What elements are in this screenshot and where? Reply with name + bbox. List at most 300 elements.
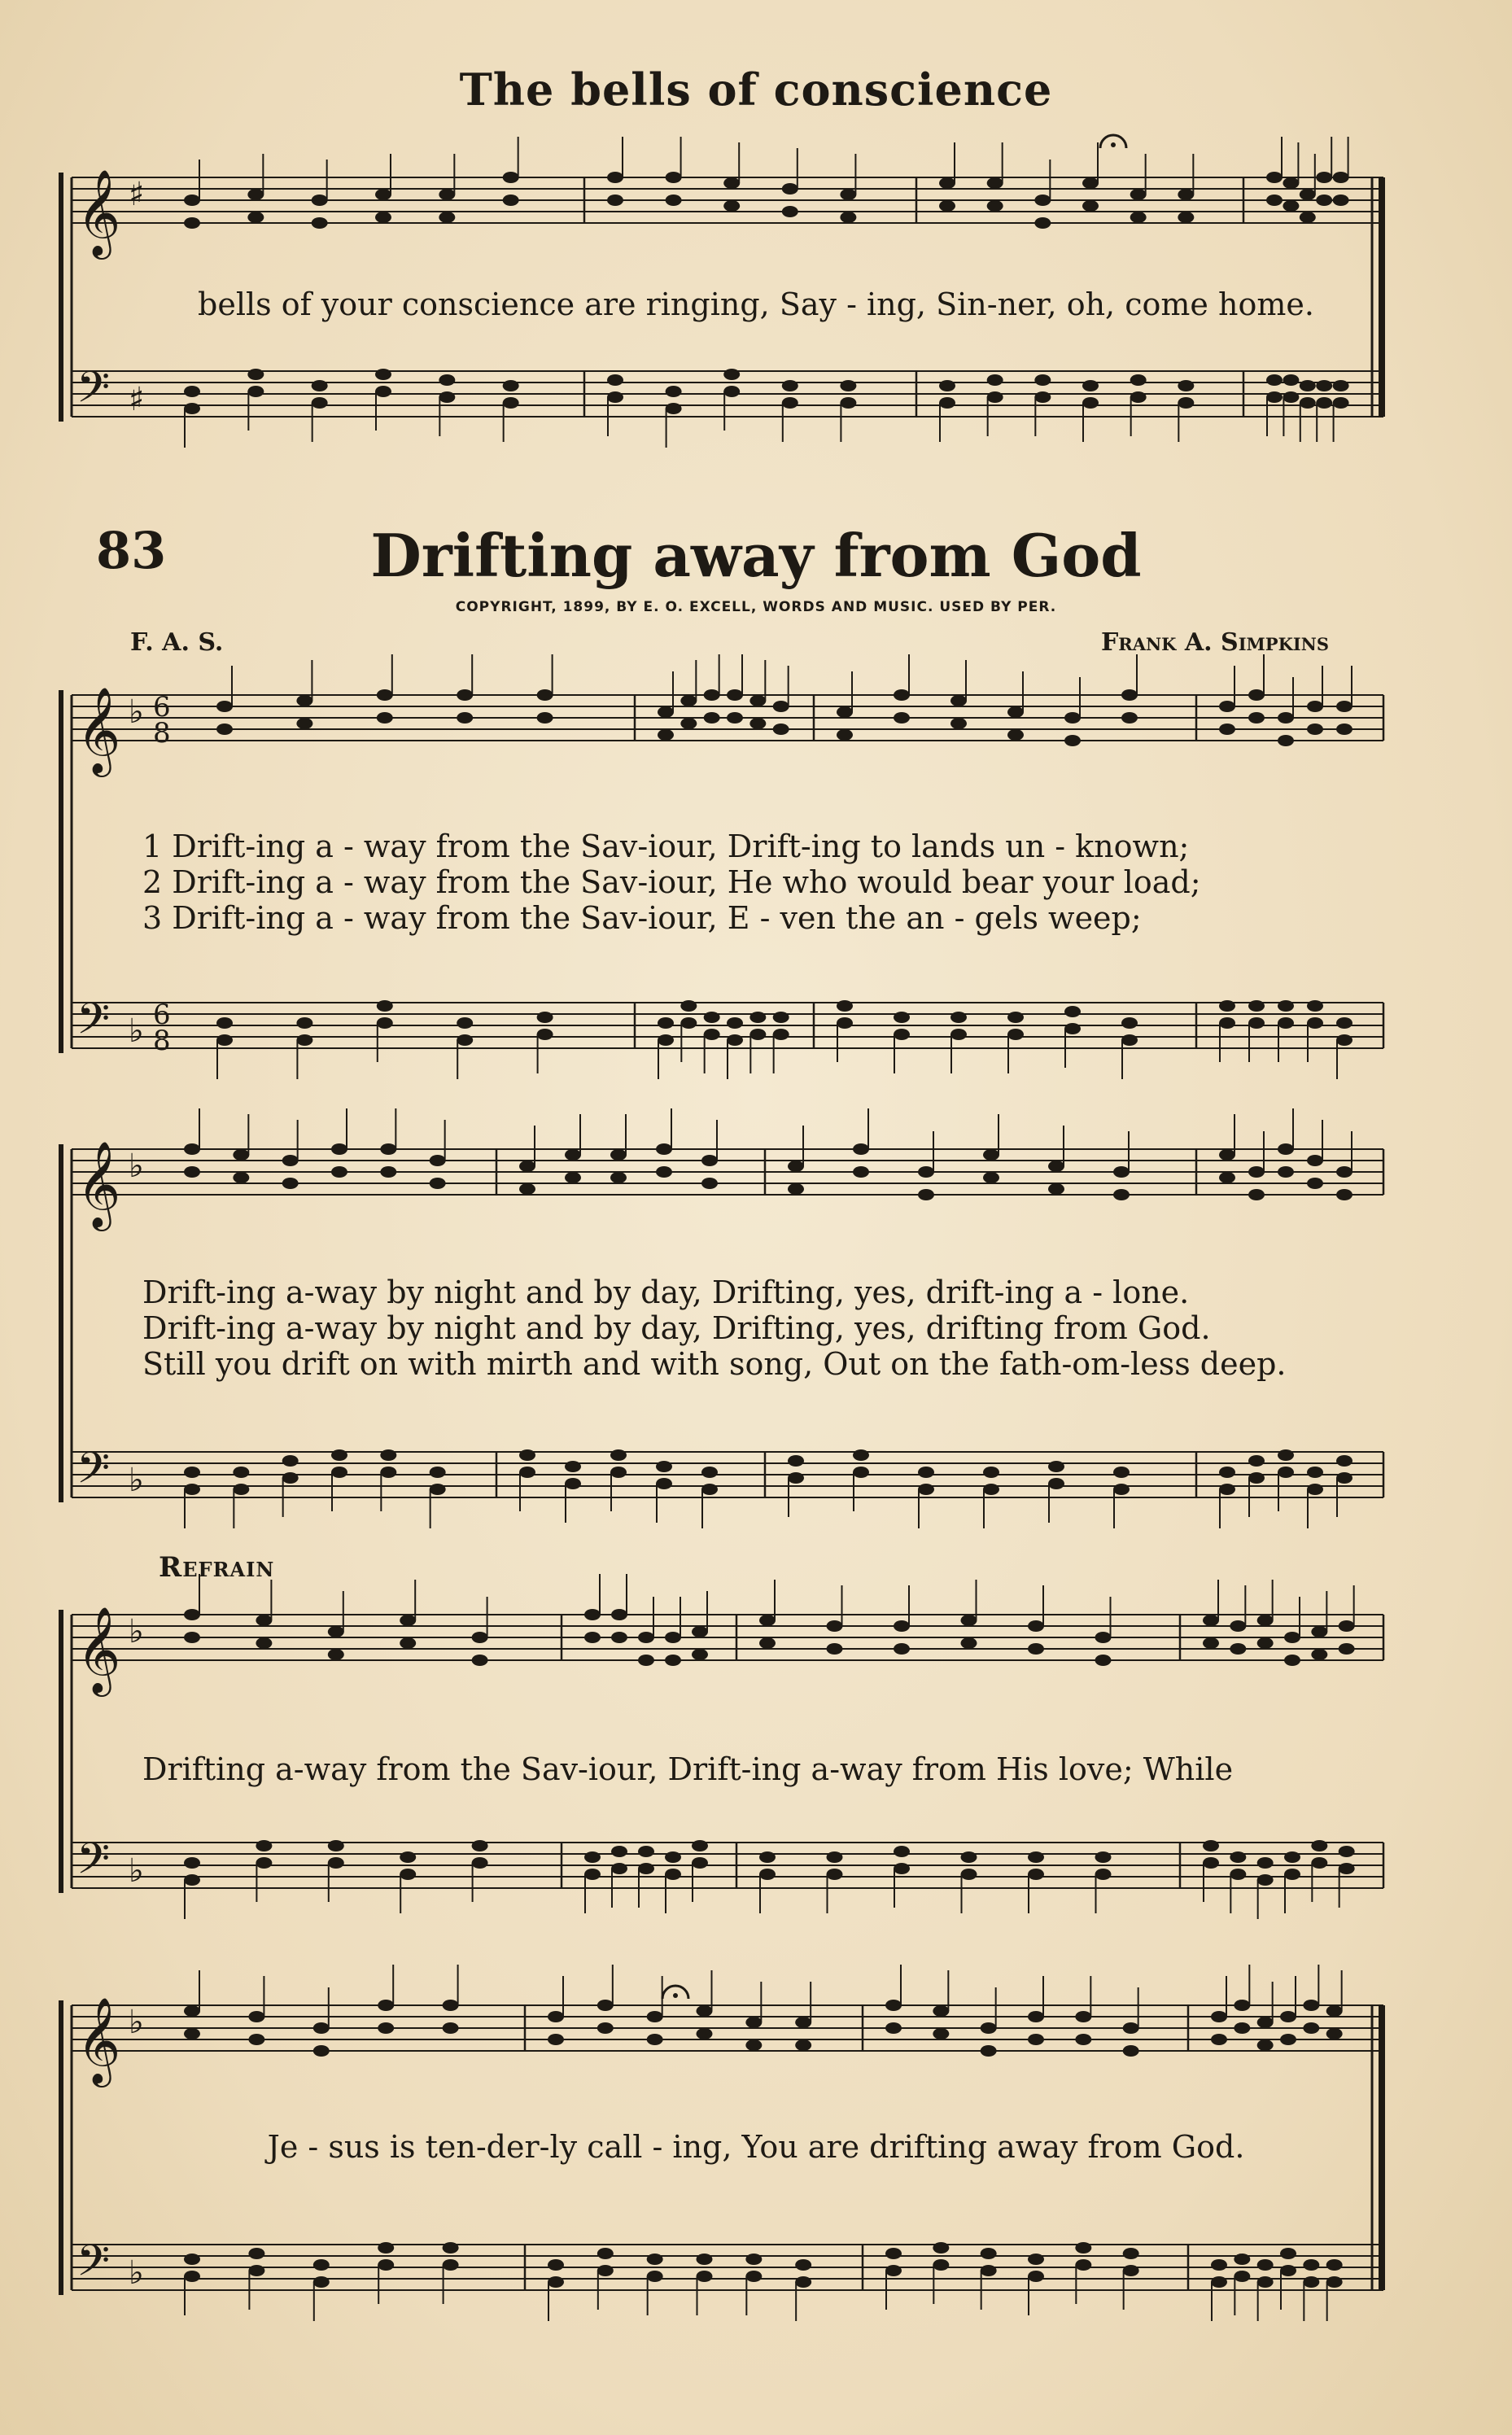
notehead	[1284, 1851, 1300, 1863]
notehead	[987, 200, 1003, 212]
notehead	[759, 1637, 776, 1649]
verse-2-line-1: 2 Drift-ing a - way from the Sav-iour, He who would bear your load;	[142, 864, 1201, 900]
notehead	[788, 1455, 804, 1467]
notehead	[656, 1166, 672, 1178]
notehead	[1278, 1000, 1294, 1012]
notehead	[665, 1632, 681, 1643]
notehead	[665, 1655, 681, 1666]
previous-hymn-lyric-line: bells of your conscience are ringing, Say - ing, Sin-ner, oh, come home.	[198, 286, 1314, 322]
notehead	[184, 217, 200, 229]
notehead	[782, 206, 798, 217]
notehead	[597, 2022, 614, 2034]
notehead	[184, 2005, 200, 2017]
notehead	[983, 1149, 999, 1161]
notehead	[519, 1161, 535, 1172]
fermata-icon	[1111, 142, 1116, 147]
notehead	[1082, 380, 1099, 391]
notehead	[1113, 1166, 1130, 1178]
notehead	[430, 1178, 446, 1189]
notehead	[1311, 1857, 1327, 1869]
notehead	[503, 397, 519, 409]
notehead	[840, 397, 856, 409]
notehead	[638, 1863, 654, 1874]
notehead	[1316, 172, 1332, 183]
bass-clef-icon: 𝄢	[76, 363, 111, 423]
notehead	[439, 391, 455, 403]
notehead	[918, 1484, 934, 1495]
notehead	[795, 2039, 811, 2051]
notehead	[961, 1869, 977, 1880]
notehead	[1316, 380, 1332, 391]
notehead	[430, 1467, 446, 1478]
notehead	[745, 2017, 762, 2028]
notehead	[697, 2005, 713, 2017]
notehead	[1219, 1172, 1235, 1183]
notehead	[827, 1851, 843, 1863]
notehead	[457, 1017, 473, 1029]
notehead	[1178, 189, 1194, 200]
notehead	[380, 1166, 396, 1178]
notehead	[1028, 2011, 1044, 2022]
notehead	[1248, 1189, 1265, 1200]
notehead	[638, 1846, 654, 1857]
treble-clef-icon: 𝄞	[76, 1996, 121, 2083]
notehead	[1266, 195, 1283, 206]
notehead	[1280, 2011, 1296, 2022]
notehead	[248, 2034, 264, 2045]
notehead	[697, 2254, 713, 2265]
notehead	[439, 212, 455, 223]
key-signature-icon: ♯	[129, 176, 145, 213]
notehead	[312, 397, 328, 409]
notehead	[1234, 2271, 1250, 2282]
notehead	[216, 1017, 233, 1029]
notehead	[1230, 1620, 1246, 1632]
notehead	[247, 212, 264, 223]
notehead	[1311, 1626, 1327, 1637]
notehead	[328, 1626, 344, 1637]
notehead	[233, 1467, 249, 1478]
notehead	[647, 2034, 663, 2045]
notehead	[665, 1851, 681, 1863]
notehead	[439, 374, 455, 386]
notehead	[1278, 1467, 1294, 1478]
notehead	[666, 172, 682, 183]
notehead	[216, 701, 233, 712]
notehead	[894, 1846, 910, 1857]
notehead	[610, 1467, 627, 1478]
notehead	[1230, 1869, 1246, 1880]
notehead	[853, 1143, 869, 1155]
notehead	[1333, 380, 1349, 391]
notehead	[597, 2248, 614, 2259]
notehead	[380, 1449, 396, 1461]
notehead	[933, 2242, 949, 2254]
notehead	[656, 1143, 672, 1155]
notehead	[282, 1455, 299, 1467]
notehead	[704, 712, 720, 724]
key-signature-icon: ♭	[129, 2004, 144, 2041]
notehead	[692, 1857, 708, 1869]
notehead	[1234, 2022, 1250, 2034]
notehead	[894, 689, 910, 701]
notehead	[184, 1484, 200, 1495]
notehead	[611, 1609, 627, 1620]
notehead	[773, 1012, 789, 1023]
bass-clef-icon: 𝄢	[76, 1834, 111, 1895]
notehead	[918, 1166, 934, 1178]
notehead	[656, 1461, 672, 1472]
notehead	[837, 1017, 853, 1029]
notehead	[1248, 1472, 1265, 1484]
notehead	[184, 403, 200, 414]
notehead	[1034, 217, 1051, 229]
notehead	[933, 2259, 949, 2271]
notehead	[611, 1846, 627, 1857]
notehead	[584, 1851, 601, 1863]
notehead	[377, 712, 393, 724]
notehead	[331, 1143, 347, 1155]
notehead	[1178, 212, 1194, 223]
notehead	[1248, 712, 1265, 724]
treble-clef-icon: 𝄞	[76, 1606, 121, 1693]
notehead	[1064, 735, 1081, 746]
notehead	[704, 689, 720, 701]
notehead	[331, 1449, 347, 1461]
notehead	[745, 2271, 762, 2282]
notehead	[773, 724, 789, 735]
notehead	[233, 1484, 249, 1495]
notehead	[1266, 374, 1283, 386]
notehead	[1028, 2254, 1044, 2265]
notehead	[1219, 1484, 1235, 1495]
notehead	[1095, 1869, 1112, 1880]
notehead	[1336, 1472, 1352, 1484]
notehead	[537, 712, 553, 724]
notehead	[981, 2265, 997, 2276]
notehead	[430, 1484, 446, 1495]
notehead	[1339, 1846, 1355, 1857]
notehead	[1300, 397, 1316, 409]
notehead	[331, 1166, 347, 1178]
notehead	[939, 200, 955, 212]
notehead	[1257, 2017, 1274, 2028]
notehead	[184, 2028, 200, 2039]
notehead	[400, 1637, 416, 1649]
notehead	[1113, 1189, 1130, 1200]
notehead	[1028, 1643, 1044, 1655]
notehead	[1113, 1484, 1130, 1495]
notehead	[981, 2248, 997, 2259]
notehead	[1300, 380, 1316, 391]
notehead	[1311, 1649, 1327, 1660]
notehead	[704, 1012, 720, 1023]
notehead	[727, 1017, 743, 1029]
notehead	[795, 2276, 811, 2288]
treble-clef-icon: 𝄞	[76, 1140, 121, 1227]
notehead	[701, 1467, 718, 1478]
notehead	[745, 2039, 762, 2051]
notehead	[611, 1863, 627, 1874]
notehead	[457, 712, 473, 724]
notehead	[1123, 2022, 1139, 2034]
notehead	[1075, 2259, 1091, 2271]
notehead	[1007, 706, 1024, 718]
notehead	[1283, 177, 1299, 189]
notehead	[1219, 724, 1235, 735]
bass-clef-icon: 𝄢	[76, 2236, 111, 2297]
notehead	[723, 200, 740, 212]
notehead	[782, 380, 798, 391]
notehead	[727, 712, 743, 724]
notehead	[328, 1649, 344, 1660]
notehead	[1219, 701, 1235, 712]
notehead	[443, 2242, 459, 2254]
notehead	[1219, 1000, 1235, 1012]
notehead	[1316, 195, 1332, 206]
notehead	[1278, 1017, 1294, 1029]
key-signature-icon: ♭	[129, 1613, 144, 1650]
notehead	[1064, 712, 1081, 724]
notehead	[248, 2265, 264, 2276]
notehead	[1130, 189, 1147, 200]
notehead	[1339, 1620, 1355, 1632]
notehead	[894, 1863, 910, 1874]
notehead	[1257, 1857, 1274, 1869]
notehead	[1257, 2276, 1274, 2288]
notehead	[1028, 1620, 1044, 1632]
notehead	[216, 1034, 233, 1046]
notehead	[607, 195, 623, 206]
notehead	[837, 706, 853, 718]
notehead	[1130, 391, 1147, 403]
verse-1-line-2: Drift-ing a-way by night and by day, Drifting, yes, drift-ing a - lone.	[142, 1274, 1190, 1310]
notehead	[248, 2248, 264, 2259]
notehead	[1339, 1643, 1355, 1655]
verse-3-line-2: Still you drift on with mirth and with song, Out on the fath-om-less deep.	[142, 1346, 1287, 1382]
notehead	[597, 2265, 614, 2276]
notehead	[745, 2254, 762, 2265]
notehead	[313, 2045, 330, 2057]
notehead	[939, 380, 955, 391]
notehead	[247, 189, 264, 200]
refrain-label: Refrain	[159, 1551, 275, 1584]
notehead	[519, 1449, 535, 1461]
notehead	[184, 1143, 200, 1155]
notehead	[918, 1467, 934, 1478]
notehead	[184, 1632, 200, 1643]
notehead	[377, 689, 393, 701]
notehead	[666, 195, 682, 206]
hymn-title: Drifting away from God	[370, 521, 1142, 590]
notehead	[247, 369, 264, 380]
notehead	[1333, 172, 1349, 183]
notehead	[1300, 212, 1316, 223]
notehead	[840, 380, 856, 391]
notehead	[256, 1857, 272, 1869]
notehead	[647, 2254, 663, 2265]
notehead	[312, 217, 328, 229]
notehead	[1048, 1161, 1064, 1172]
notehead	[1278, 1449, 1294, 1461]
notehead	[885, 2265, 902, 2276]
notehead	[933, 2028, 949, 2039]
notehead	[827, 1620, 843, 1632]
notehead	[378, 2242, 394, 2254]
notehead	[1048, 1461, 1064, 1472]
notehead	[380, 1467, 396, 1478]
notehead	[1307, 1155, 1323, 1166]
notehead	[853, 1467, 869, 1478]
notehead	[1219, 1149, 1235, 1161]
notehead	[1230, 1851, 1246, 1863]
notehead	[548, 2011, 564, 2022]
notehead	[378, 2259, 394, 2271]
notehead	[697, 2271, 713, 2282]
notehead	[666, 403, 682, 414]
notehead	[1336, 1455, 1352, 1467]
notehead	[400, 1615, 416, 1626]
notehead	[375, 189, 391, 200]
notehead	[837, 1000, 853, 1012]
notehead	[380, 1143, 396, 1155]
notehead	[950, 718, 967, 729]
notehead	[1283, 391, 1299, 403]
notehead	[1007, 1029, 1024, 1040]
notehead	[1307, 724, 1323, 735]
notehead	[1303, 2022, 1319, 2034]
verse-1-line-1: 1 Drift-ing a - way from the Sav-iour, Drift-ing to lands un - known;	[142, 828, 1190, 864]
notehead	[1336, 1017, 1352, 1029]
notehead	[1307, 1178, 1323, 1189]
notehead	[375, 212, 391, 223]
treble-clef-icon: 𝄞	[76, 686, 121, 773]
notehead	[759, 1851, 776, 1863]
notehead	[1284, 1632, 1300, 1643]
notehead	[248, 2011, 264, 2022]
notehead	[313, 2276, 330, 2288]
notehead	[1130, 212, 1147, 223]
notehead	[607, 391, 623, 403]
notehead	[519, 1183, 535, 1195]
notehead	[1075, 2034, 1091, 2045]
notehead	[584, 1632, 601, 1643]
notehead	[1280, 2265, 1296, 2276]
notehead	[894, 1012, 910, 1023]
notehead	[439, 189, 455, 200]
notehead	[313, 2259, 330, 2271]
notehead	[788, 1472, 804, 1484]
notehead	[472, 1857, 488, 1869]
key-signature-icon: ♭	[129, 1852, 144, 1890]
notehead	[1123, 2045, 1139, 2057]
system-bracket	[59, 690, 63, 1053]
notehead	[313, 2022, 330, 2034]
notehead	[680, 718, 697, 729]
notehead	[1284, 1655, 1300, 1666]
notehead	[885, 2000, 902, 2011]
notehead	[853, 1449, 869, 1461]
notehead	[983, 1172, 999, 1183]
key-signature-icon: ♭	[129, 1462, 144, 1499]
notehead	[1082, 177, 1099, 189]
notehead	[788, 1161, 804, 1172]
notehead	[795, 2259, 811, 2271]
notehead	[749, 1029, 766, 1040]
notehead	[658, 729, 674, 741]
notehead	[1007, 729, 1024, 741]
notehead	[749, 718, 766, 729]
notehead	[1303, 2276, 1319, 2288]
notehead	[584, 1609, 601, 1620]
notehead	[457, 689, 473, 701]
notehead	[1095, 1851, 1112, 1863]
notehead	[1326, 2259, 1343, 2271]
notehead	[701, 1155, 718, 1166]
notehead	[282, 1178, 299, 1189]
notehead	[727, 689, 743, 701]
notehead	[1178, 380, 1194, 391]
verse-2-line-2: Drift-ing a-way by night and by day, Drifting, yes, drifting from God.	[142, 1310, 1211, 1346]
notehead	[1123, 2248, 1139, 2259]
notehead	[1082, 397, 1099, 409]
time-signature-icon: 6	[153, 691, 171, 724]
notehead	[377, 1000, 393, 1012]
notehead	[1326, 2276, 1343, 2288]
notehead	[1266, 172, 1283, 183]
notehead	[950, 1029, 967, 1040]
notehead	[233, 1172, 249, 1183]
notehead	[1257, 1615, 1274, 1626]
notehead	[457, 1034, 473, 1046]
notehead	[503, 172, 519, 183]
notehead	[328, 1840, 344, 1851]
notehead	[782, 397, 798, 409]
notehead	[584, 1869, 601, 1880]
notehead	[1303, 2259, 1319, 2271]
notehead	[184, 1467, 200, 1478]
notehead	[853, 1166, 869, 1178]
notehead	[1278, 712, 1294, 724]
notehead	[981, 2045, 997, 2057]
notehead	[472, 1632, 488, 1643]
notehead	[1219, 1467, 1235, 1478]
notehead	[697, 2028, 713, 2039]
notehead	[184, 2254, 200, 2265]
notehead	[503, 380, 519, 391]
notehead	[658, 1034, 674, 1046]
notehead	[1248, 1000, 1265, 1012]
notehead	[537, 689, 553, 701]
notehead	[607, 172, 623, 183]
notehead	[565, 1461, 581, 1472]
notehead	[1303, 2000, 1319, 2011]
notehead	[610, 1172, 627, 1183]
refrain-line-2: Je - sus is ten-der-ly call - ing, You are drifting away from God.	[267, 2129, 1245, 2165]
notehead	[987, 177, 1003, 189]
notehead	[184, 1166, 200, 1178]
previous-hymn-title: The bells of conscience	[459, 63, 1053, 116]
notehead	[1121, 712, 1138, 724]
notehead	[282, 1472, 299, 1484]
notehead	[607, 374, 623, 386]
notehead	[1075, 2011, 1091, 2022]
notehead	[1082, 200, 1099, 212]
time-signature-icon: 8	[153, 717, 171, 750]
notehead	[773, 701, 789, 712]
notehead	[1075, 2242, 1091, 2254]
notehead	[983, 1484, 999, 1495]
